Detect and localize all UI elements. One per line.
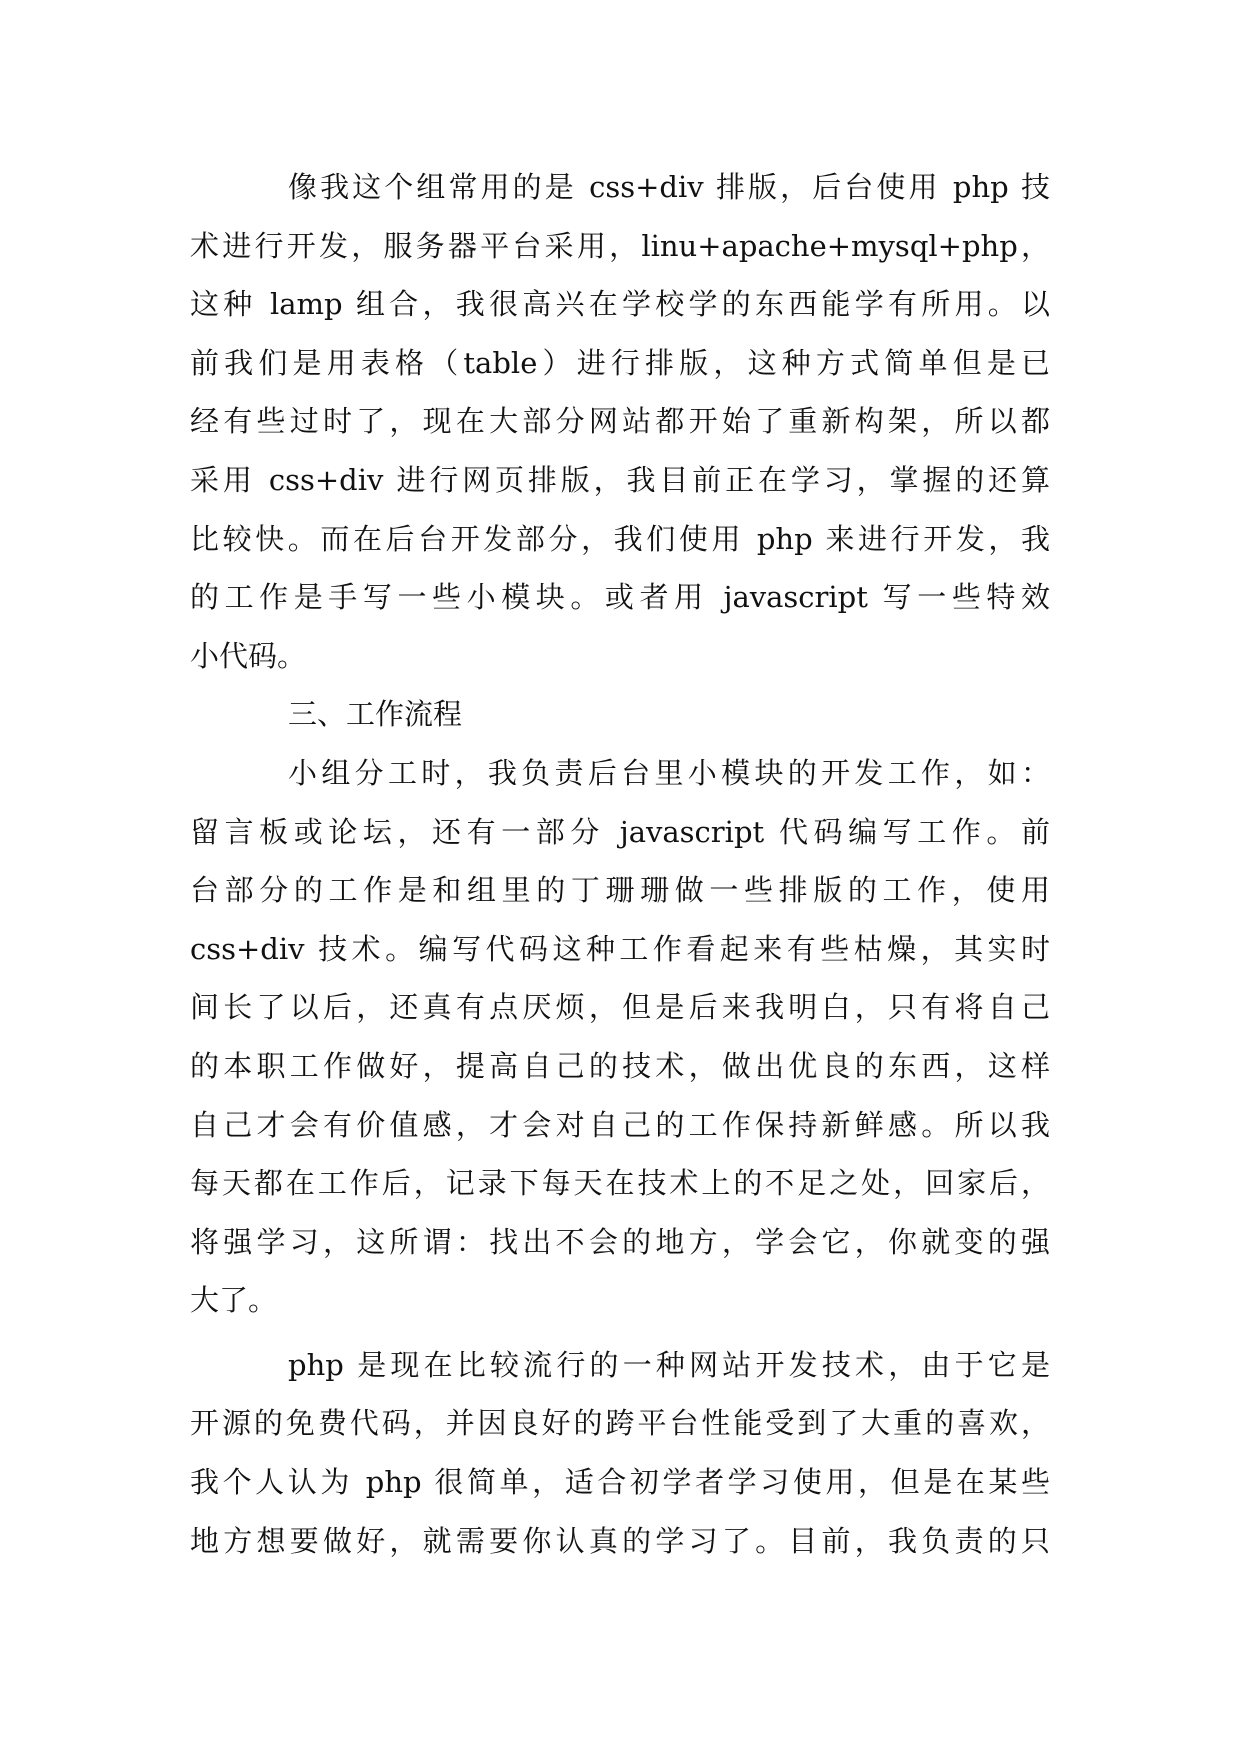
paragraph-division-of-work xyxy=(190,744,1050,1330)
paragraph-layout-tech xyxy=(190,158,1050,685)
text-line: 比较快。而在后台开发部分，我们使用 php 来进行开发，我 xyxy=(190,521,1050,556)
text-line: php 是现在比较流行的一种网站开发技术，由于它是 xyxy=(288,1347,1050,1382)
text-line: 间长了以后，还真有点厌烦，但是后来我明白，只有将自己 xyxy=(190,990,1050,1025)
text-line: 像我这个组常用的是 css+div 排版，后台使用 php 技 xyxy=(288,170,1050,204)
text-line: 这种 lamp 组合，我很高兴在学校学的东西能学有所用。以 xyxy=(190,287,1050,322)
text-line: 的工作是手写一些小模块。或者用 javascript 写一些特效 xyxy=(190,580,1050,615)
text-line: css+div 技术。编写代码这种工作看起来有些枯燥，其实时 xyxy=(190,931,1050,966)
text-line: 我个人认为 php 很简单，适合初学者学习使用，但是在某些 xyxy=(190,1465,1050,1500)
text-line: 大了。 xyxy=(190,1283,278,1318)
text-line: 术进行开发，服务器平台采用，linu+apache+mysql+php， xyxy=(190,228,1050,263)
text-line: 留言板或论坛，还有一部分 javascript 代码编写工作。前 xyxy=(190,814,1050,849)
text-line: 采用 css+div 进行网页排版，我目前正在学习，掌握的还算 xyxy=(190,462,1050,497)
text-line: 小组分工时，我负责后台里小模块的开发工作，如： xyxy=(288,755,1050,790)
document-body xyxy=(190,158,1050,1570)
section-heading: 三、工作流程 xyxy=(288,697,463,732)
text-line: 台部分的工作是和组里的丁珊珊做一些排版的工作，使用 xyxy=(190,873,1050,908)
text-line: 前我们是用表格（table）进行排版，这种方式简单但是已 xyxy=(190,345,1050,380)
section-heading-workflow xyxy=(190,685,1050,744)
text-line: 小代码。 xyxy=(190,638,307,673)
text-line: 地方想要做好，就需要你认真的学习了。目前，我负责的只 xyxy=(190,1523,1050,1558)
text-line: 将强学习，这所谓：找出不会的地方，学会它，你就变的强 xyxy=(190,1224,1050,1259)
text-line: 开源的免费代码，并因良好的跨平台性能受到了大重的喜欢， xyxy=(190,1406,1050,1441)
text-line: 经有些过时了，现在大部分网站都开始了重新构架，所以都 xyxy=(190,404,1050,439)
text-line: 的本职工作做好，提高自己的技术，做出优良的东西，这样 xyxy=(190,1048,1050,1083)
text-line: 每天都在工作后，记录下每天在技术上的不足之处，回家后， xyxy=(190,1166,1050,1201)
text-line: 自己才会有价值感，才会对自己的工作保持新鲜感。所以我 xyxy=(190,1107,1050,1142)
paragraph-php xyxy=(190,1336,1050,1570)
